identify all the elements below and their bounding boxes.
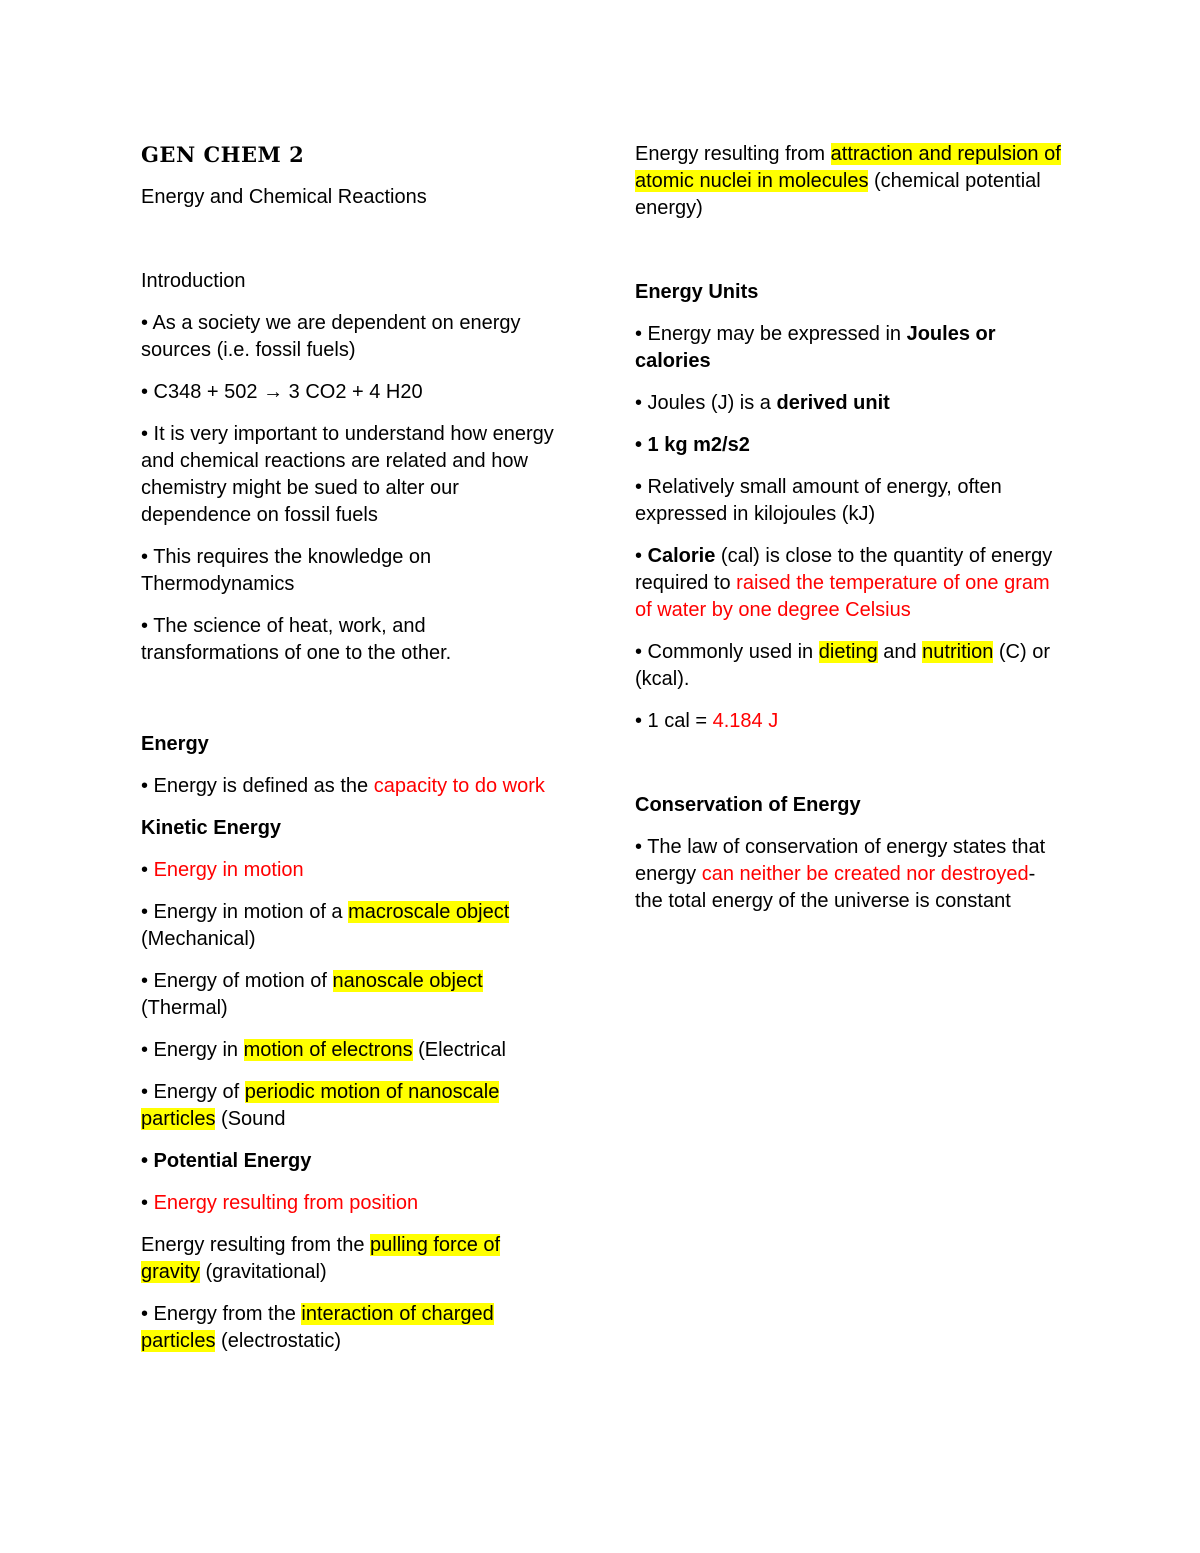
bullet: • [635, 545, 648, 567]
kinetic-1-emphasis: Energy in motion [153, 859, 304, 881]
energy-heading: Energy [141, 733, 209, 755]
right-column [635, 141, 1065, 930]
intro-bullet-5: • The science of heat, work, and transformations of one to the other. [141, 615, 452, 664]
kinetic-4-highlight: motion of electrons [243, 1039, 413, 1061]
kinetic-5-text: • Energy of [141, 1081, 245, 1103]
kinetic-3-post: (Thermal) [141, 997, 228, 1019]
document-subtitle: Energy and Chemical Reactions [141, 186, 427, 208]
kinetic-4-post: (Electrical [412, 1039, 506, 1061]
intro-bullet-4: • This requires the knowledge on Thermodynamics [141, 546, 432, 595]
chem-text: Energy resulting from [635, 143, 831, 165]
units-7-emphasis: 4.184 J [712, 710, 779, 732]
energy-def-emphasis: capacity to do work [373, 775, 545, 797]
energy-def-text: • Energy is defined as the [141, 775, 374, 797]
potential-3-text: • Energy from the [141, 1303, 302, 1325]
kinetic-5-highlight: periodic motion of nanoscale particles [141, 1081, 500, 1130]
kinetic-bullet-1 [141, 857, 561, 884]
kinetic-bullet-2 [141, 899, 561, 953]
potential-bullet-1 [141, 1190, 561, 1217]
conservation-text: • The law of conservation of energy states that energy [635, 836, 1046, 885]
potential-2-highlight: pulling force of gravity [141, 1234, 501, 1283]
units-bullet-6 [635, 639, 1065, 693]
units-5-bold: Calorie [647, 545, 716, 567]
conservation-heading: Conservation of Energy [635, 794, 861, 816]
intro-bullet-2: • C348 + 502 → 3 CO2 + 4 H20 [141, 381, 423, 403]
potential-heading: • Potential Energy [141, 1150, 312, 1172]
units-1-text: • Energy may be expressed in [635, 323, 907, 345]
conservation-post: - the total energy of the universe is constant [635, 863, 1036, 912]
units-bullet-5 [635, 543, 1065, 624]
units-6-mid: and [877, 641, 923, 663]
units-bullet-2 [635, 390, 1065, 417]
potential-line-2 [141, 1232, 561, 1286]
kinetic-2-post: (Mechanical) [141, 928, 256, 950]
units-6-highlight-2: nutrition [922, 641, 994, 663]
units-bullet-3: • 1 kg m2/s2 [635, 434, 750, 456]
units-1-bold: Joules or calories [635, 323, 996, 372]
units-2-bold: derived unit [776, 392, 890, 414]
chem-highlight: attraction and repulsion of atomic nuclei in molecules [635, 143, 1061, 192]
potential-2-text: Energy resulting from the [141, 1234, 370, 1256]
kinetic-bullet-4 [141, 1037, 561, 1064]
document-title: GEN CHEM 2 [141, 142, 305, 167]
left-column [141, 141, 561, 1370]
kinetic-3-text: • Energy of motion of [141, 970, 333, 992]
units-bullet-1 [635, 321, 1065, 375]
kinetic-heading: Kinetic Energy [141, 817, 282, 839]
chem-post: (chemical potential energy) [635, 170, 1041, 219]
kinetic-2-text: • Energy in motion of a [141, 901, 349, 923]
units-5-text: (cal) is close to the quantity of energy required to [635, 545, 1053, 594]
units-6-post: (C) or (kcal). [635, 641, 1050, 690]
kinetic-bullet-3 [141, 968, 561, 1022]
intro-bullet-1: • As a society we are dependent on energy sources (i.e. fossil fuels) [141, 312, 521, 361]
bullet: • [141, 1192, 154, 1214]
units-7-text: • 1 cal = [635, 710, 713, 732]
potential-2-post: (gravitational) [199, 1261, 327, 1283]
kinetic-2-highlight: macroscale object [348, 901, 510, 923]
units-6-highlight-1: dieting [818, 641, 878, 663]
energy-definition [141, 773, 561, 800]
chemical-potential-line [635, 141, 1065, 222]
units-5-emphasis: raised the temperature of one gram of water by one degree Celsius [635, 572, 1050, 621]
units-6-text: • Commonly used in [635, 641, 819, 663]
conservation-bullet-1 [635, 834, 1065, 915]
potential-3-post: (electrostatic) [215, 1330, 342, 1352]
kinetic-bullet-5 [141, 1079, 561, 1133]
potential-1-emphasis: Energy resulting from position [153, 1192, 419, 1214]
kinetic-3-highlight: nanoscale object [332, 970, 483, 992]
potential-3-highlight: interaction of charged particles [141, 1303, 494, 1352]
conservation-emphasis: can neither be created nor destroyed [701, 863, 1029, 885]
introduction-heading: Introduction [141, 270, 246, 292]
kinetic-5-post: (Sound [215, 1108, 286, 1130]
energy-units-heading: Energy Units [635, 281, 759, 303]
units-bullet-7 [635, 708, 1065, 735]
intro-bullet-3: • It is very important to understand how energy and chemical reactions are related and how chemistry might be sued to alter our dependence on fossil fuels [141, 423, 554, 526]
potential-bullet-3 [141, 1301, 561, 1355]
units-2-text: • Joules (J) is a [635, 392, 777, 414]
bullet: • [141, 859, 154, 881]
units-bullet-4: • Relatively small amount of energy, often expressed in kilojoules (kJ) [635, 476, 1002, 525]
kinetic-4-text: • Energy in [141, 1039, 244, 1061]
